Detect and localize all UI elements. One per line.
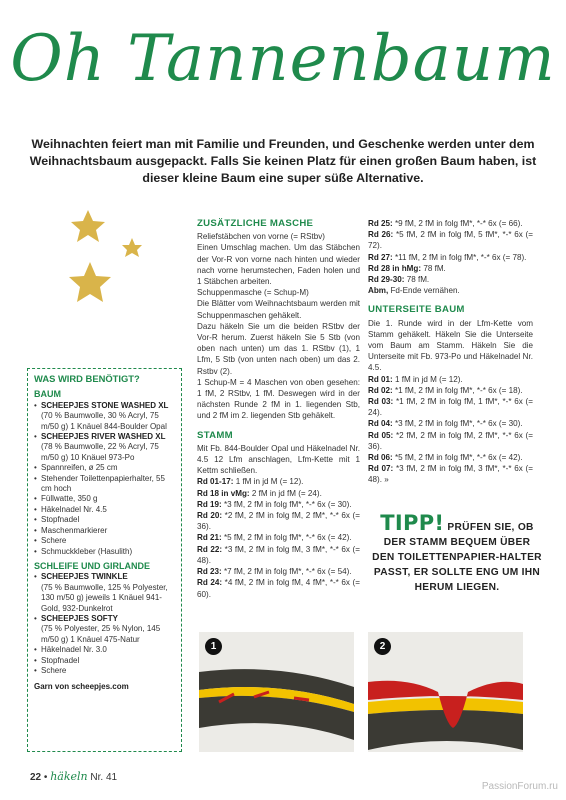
baum-heading: BAUM (34, 389, 61, 400)
row-instruction: Rd 26: *5 fM, 2 fM in folg fM, 5 fM*, *-* 6x (= 72). (368, 230, 533, 251)
row-list (197, 476, 360, 599)
row-instruction: Rd 04: *3 fM, 2 fM in folg fM*, *-* 6x (= 30). (368, 419, 523, 429)
star-icon (69, 262, 111, 302)
row-instruction: Rd 28 in hMg: 78 fM. (368, 263, 446, 273)
section-heading: ZUSÄTZLICHE MASCHE (197, 218, 314, 229)
material-item: • Spannreifen, ø 25 cm (34, 463, 175, 473)
material-item: • Stopfnadel (34, 515, 175, 525)
schleife-heading: SCHLEIFE UND GIRLANDE (34, 560, 151, 571)
material-item: • Schere (34, 666, 175, 676)
photo-step-1 (199, 632, 354, 752)
section-heading: STAMM (197, 429, 233, 441)
crochet-photo-1 (199, 632, 354, 752)
row-instruction: Rd 02: *1 fM, 2 fM in folg fM*, *-* 6x (= 18). (368, 385, 523, 395)
stitch-description (197, 231, 360, 421)
star-icon (122, 238, 142, 257)
row-instruction: Rd 27: *11 fM, 2 fM in folg fM*, *-* 6x (= 78). (368, 252, 527, 262)
materials-heading: WAS WIRD BENÖTIGT? (34, 373, 140, 384)
material-item: • SCHEEPJES RIVER WASHED XL (78 % Baumwolle, 22 % Acryl, 75 m/50 g) 10 Knäuel 973-Po (34, 432, 175, 463)
row-instruction: Rd 25: *9 fM, 2 fM in folg fM*, *-* 6x (= 66). (368, 219, 523, 228)
material-item: • Stopfnadel (34, 656, 175, 666)
row-list (368, 218, 533, 296)
material-item: • Schmuckkleber (Hasulith) (34, 547, 175, 557)
step-number: 1 (205, 638, 222, 655)
magazine-logo: häkeln (50, 770, 88, 783)
material-item: • Maschenmarkierer (34, 526, 175, 536)
material-item: • Schere (34, 536, 175, 546)
instruction-paragraph: Die Blätter vom Weihnachtsbaum werden mit Schuppenmaschen gehäkelt. (197, 299, 360, 320)
baum-list (34, 401, 175, 557)
row-instruction: Rd 29-30: 78 fM. (368, 275, 430, 285)
instruction-paragraph: Einen Umschlag machen. Um das Stäbchen der Vor-R von vorne nach hinten und wieder nach vorne herumstechen, Faden holen und 1 Stäbchen arbeiten. (197, 243, 360, 287)
unterseite-intro: Die 1. Runde wird in der Lfm-Kette vom Stamm gehäkelt. Häkeln Sie die Unterseite vom Baum am Stamm. Häkeln Sie die Unterseite mit Fb. 973-Po und Häkelnadel Nr. 4.5. (368, 318, 533, 373)
section-heading: UNTERSEITE BAUM (368, 304, 465, 316)
step-number: 2 (374, 638, 391, 655)
row-instruction: Rd 01: 1 fM in jd M (= 12). (368, 374, 463, 384)
page-title: Oh Tannenbaum (10, 22, 556, 96)
tip-box (372, 511, 542, 595)
row-instruction: Rd 20: *2 fM, 2 fM in folg fM, 2 fM*, *-* 6x (= 36). (197, 511, 360, 532)
intro-text: Weihnachten feiert man mit Familie und Freunden, und Geschenke werden unter dem Weihnachtsbaum ausgepackt. Falls Sie keinen Platz für einen großen Baum haben, ist dieser kleine Baum eine super süße Alternative. (29, 137, 537, 185)
row-instruction: Rd 01-17: 1 fM in jd M (= 12). (197, 477, 304, 487)
material-item: • Häkelnadel Nr. 4.5 (34, 505, 175, 515)
tip-text: PRÜFEN SIE, OB DER STAMM BEQUEM ÜBER DEN TOILETTENPAPIER-HALTER PASST, ER SOLLTE ENG UM IHN HERUM LIEGEN. (372, 522, 542, 593)
instruction-paragraph: Dazu häkeln Sie um die beiden RStbv der Vor-R herum. Zuerst häkeln Sie 5 Stb (von oben nach unten) um das 1. RStbv (1), 1 Lfm, 5 Stb (von unten nach oben) um das 2. Rstbv (2). (197, 321, 360, 376)
row-instruction: Rd 24: *4 fM, 2 fM in folg fM, 4 fM*, *-* 6x (= 60). (197, 578, 360, 599)
tip-label: TIPP! (380, 511, 445, 535)
issue-number: Nr. 41 (90, 772, 118, 783)
instruction-paragraph: 1 Schup-M = 4 Maschen von oben gesehen: 1 fM, 2 RStbv, 1 fM. Deswegen wird in der nächsten Runde 2 fM in 1. liegenden Stb, und 2 fM im 2. liegenden Stb gehäkelt. (197, 377, 360, 421)
row-list (368, 374, 533, 486)
stamm-intro: Mit Fb. 844-Boulder Opal und Häkelnadel Nr. 4.5 12 Lfm anschlagen, Lfm-Kette mit 1 Kettm schließen. (197, 443, 360, 476)
row-instruction: Rd 18 in vMg: 2 fM in jd fM (= 24). (197, 488, 322, 498)
row-instruction: Rd 05: *2 fM, 2 fM in folg fM, 2 fM*, *-* 6x (= 36). (368, 430, 533, 451)
row-instruction: Rd 22: *3 fM, 2 fM in folg fM, 3 fM*, *-* 6x (= 48). (197, 544, 360, 565)
instruction-paragraph: Schuppenmasche (= Schup-M) (197, 288, 309, 298)
instruction-paragraph: Reliefstäbchen von vorne (= RStbv) (197, 232, 325, 242)
page-footer: 22 • häkeln Nr. 41 (30, 770, 118, 783)
star-icon (71, 210, 105, 242)
material-item: • SCHEEPJES TWINKLE (75 % Baumwolle, 125 % Polyester, 130 m/50 g) jeweils 1 Knäuel 941-Gold, 932-Dunkelrot (34, 572, 175, 614)
yarn-source: Garn von scheepjes.com (34, 682, 129, 692)
row-instruction: Rd 23: *7 fM, 2 fM in folg fM*, *-* 6x (= 54). (197, 567, 352, 577)
schleife-list (34, 572, 175, 676)
material-item: • Füllwatte, 350 g (34, 494, 175, 504)
material-item: • Stehender Toilettenpapierhalter, 55 cm hoch (34, 474, 175, 495)
column-instructions-1 (197, 218, 360, 600)
material-item: • SCHEEPJES SOFTY (75 % Polyester, 25 % Nylon, 145 m/50 g) 1 Knäuel 475-Natur (34, 614, 175, 645)
column-instructions-2 (368, 218, 533, 486)
materials-box (27, 368, 182, 752)
page-number: 22 (30, 772, 42, 783)
star-decoration (60, 210, 150, 310)
row-instruction: Rd 07: *3 fM, 2 fM in folg fM, 3 fM*, *-* 6x (= 48). » (368, 464, 533, 485)
watermark: PassionForum.ru (481, 781, 558, 792)
material-item: • Häkelnadel Nr. 3.0 (34, 645, 175, 655)
row-instruction: Abm, Fd-Ende vernähen. (368, 286, 460, 296)
row-instruction: Rd 03: *1 fM, 2 fM in folg fM, 1 fM*, *-* 6x (= 24). (368, 397, 533, 418)
row-instruction: Rd 21: *5 fM, 2 fM in folg fM*, *-* 6x (= 42). (197, 533, 352, 543)
row-instruction: Rd 06: *5 fM, 2 fM in folg fM*, *-* 6x (= 42). (368, 453, 523, 463)
crochet-photo-2 (368, 632, 523, 752)
material-item: • SCHEEPJES STONE WASHED XL (70 % Baumwolle, 30 % Acryl, 75 m/50 g) 1 Knäuel 844-Boulder Opal (34, 401, 175, 432)
photo-step-2 (368, 632, 523, 752)
row-instruction: Rd 19: *3 fM, 2 fM in folg fM*, *-* 6x (= 30). (197, 499, 352, 509)
